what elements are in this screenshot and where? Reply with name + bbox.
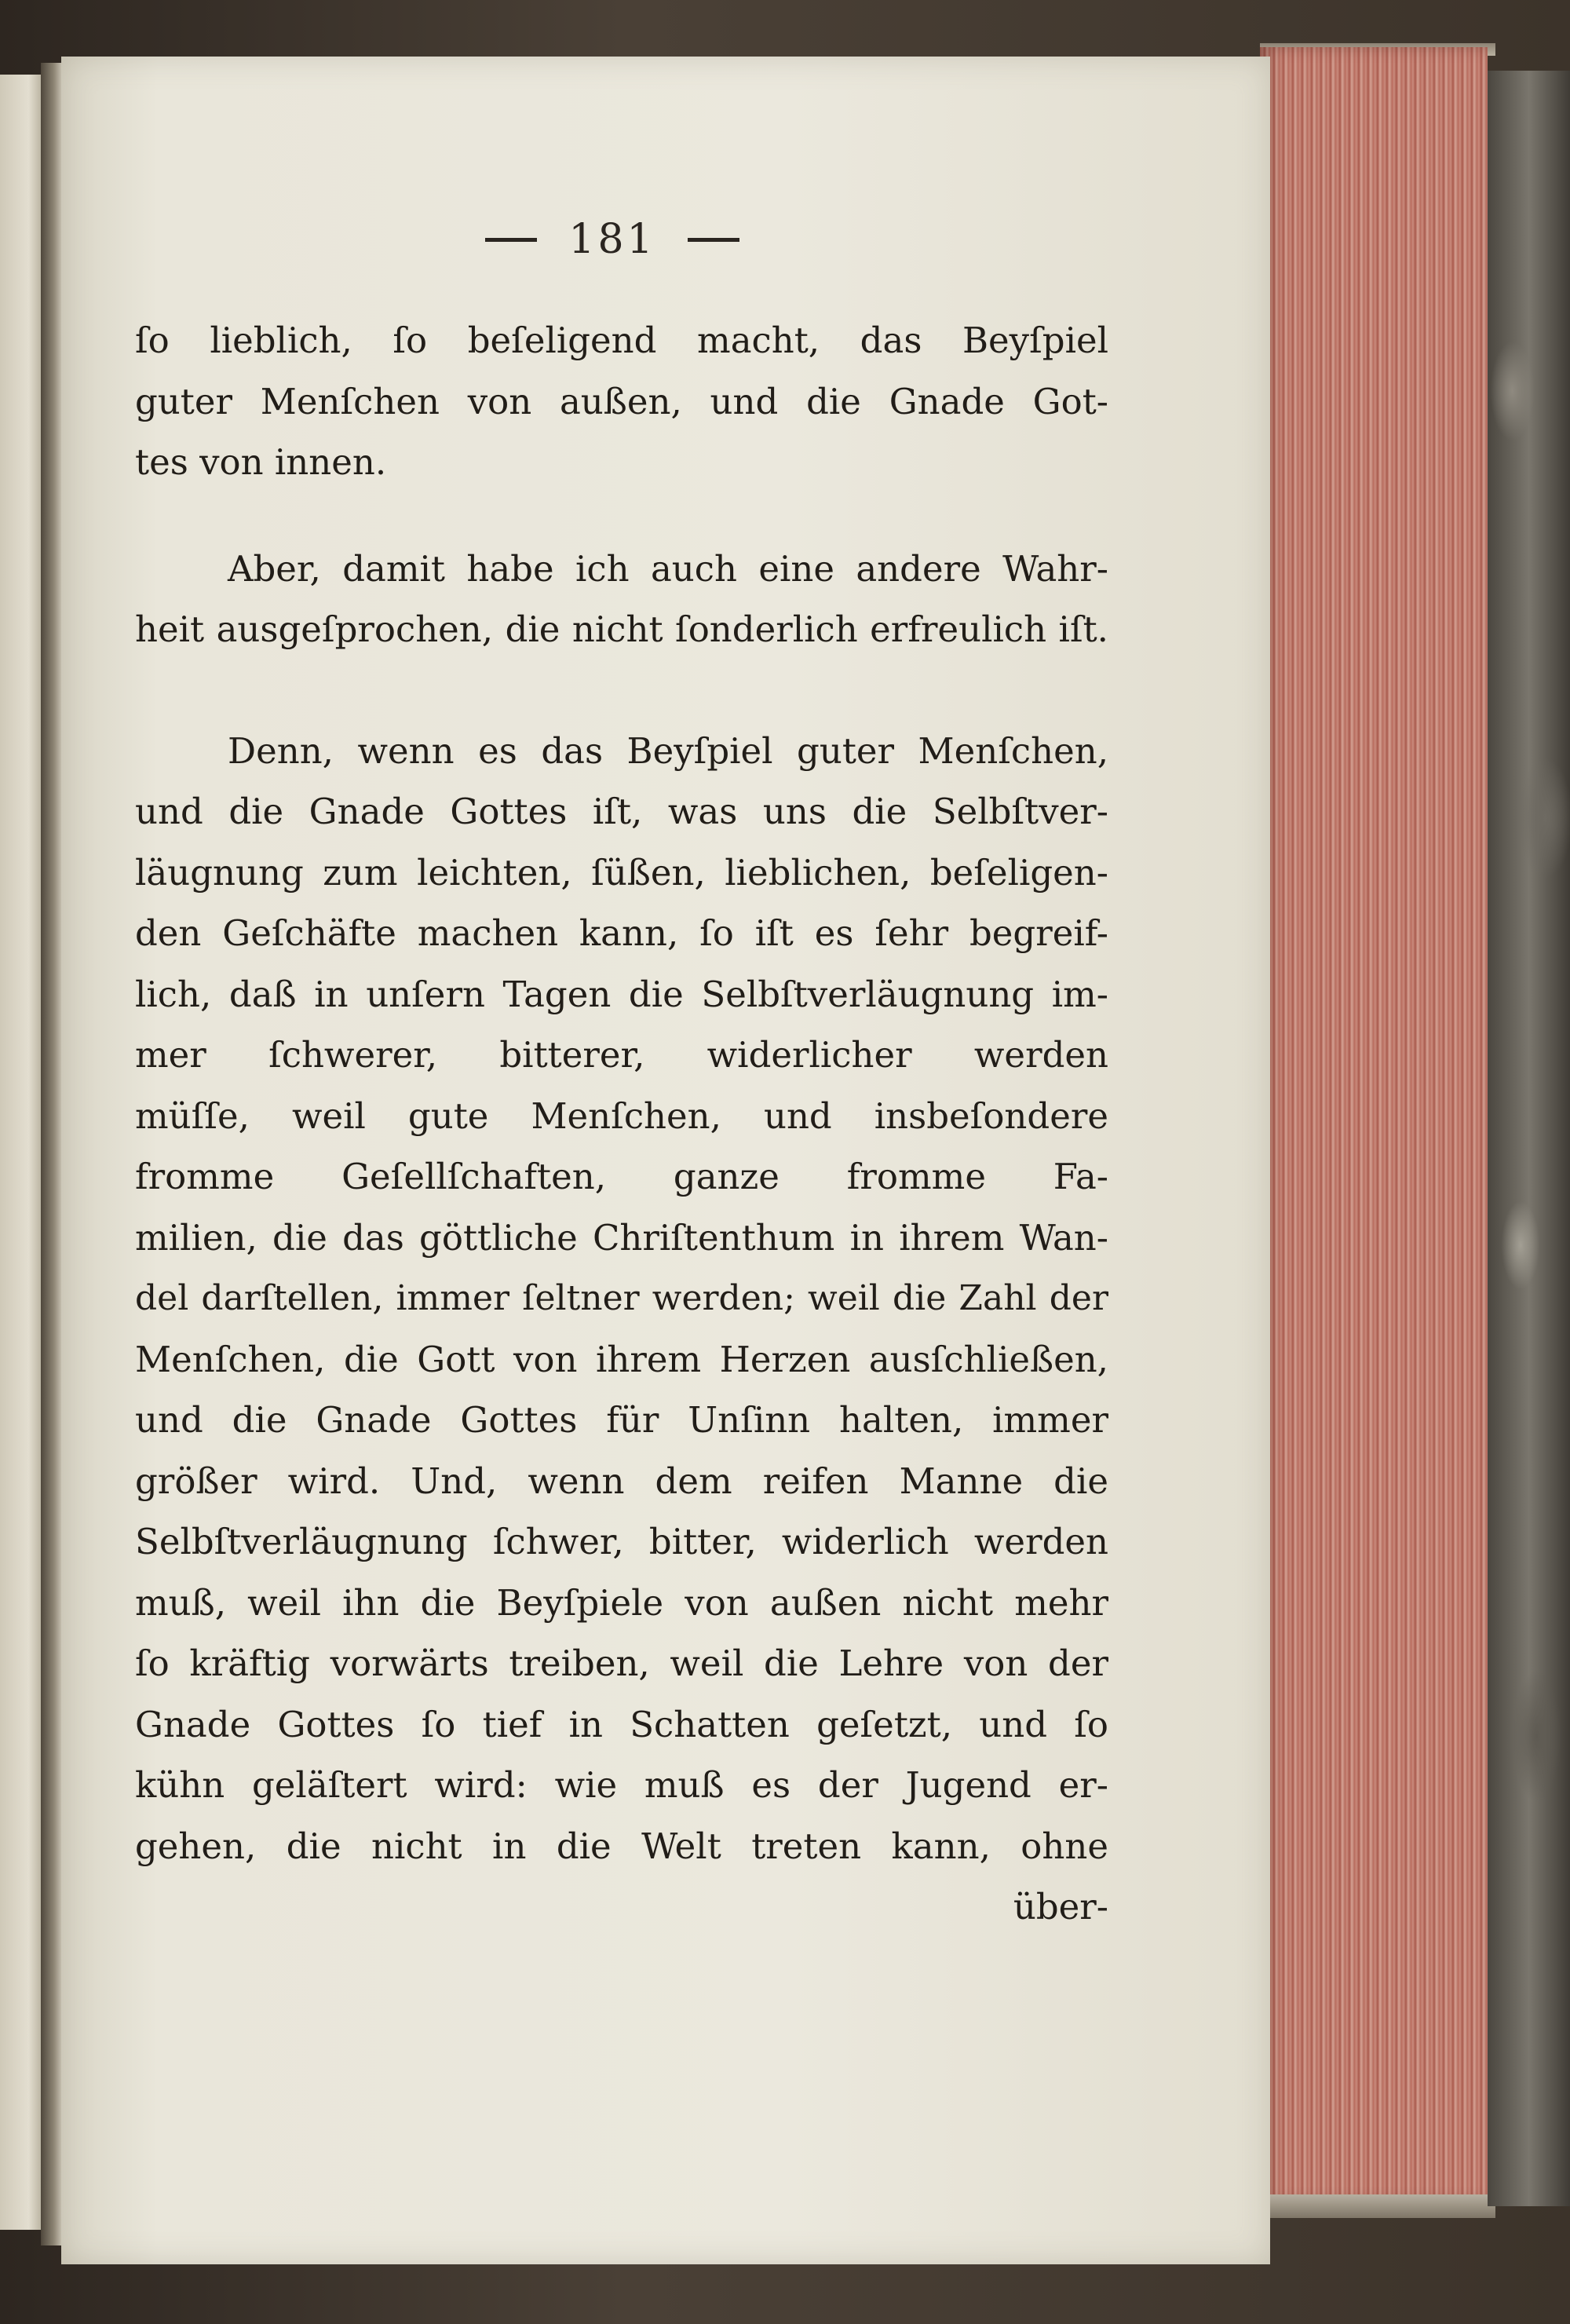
text-line: fromme Geſellſchaften, ganze fromme Fa- [135, 1156, 1108, 1197]
page-fore-edge [1260, 47, 1488, 2202]
facing-page-edge [0, 75, 43, 2230]
catchword: über- [1013, 1886, 1108, 1928]
paragraph-gap [135, 493, 1108, 539]
paragraph [135, 721, 1108, 1877]
text-line: mer ſchwerer, bitterer, widerlicher werden [135, 1034, 1108, 1076]
text-line: den Geſchäfte machen kann, ſo iſt es ſehr begreif- [135, 912, 1108, 954]
paragraph [135, 539, 1108, 660]
text-line: gehen, die nicht in die Welt treten kann, ohne [135, 1825, 1108, 1867]
text-line: größer wird. Und, wenn dem reifen Manne die [135, 1460, 1108, 1502]
text-line: müſſe, weil gute Menſchen, und insbeſondere [135, 1094, 1108, 1137]
text-line: lich, daß in unſern Tagen die Selbſtverläugnung im- [135, 973, 1108, 1015]
book-gutter [41, 63, 63, 2245]
header-dash-right [688, 238, 739, 242]
text-line: Menſchen, die Gott von ihrem Herzen ausſchließen, [135, 1338, 1108, 1380]
text-line: heit ausgeſprochen, die nicht ſonderlich erfreulich iſt. [135, 608, 1108, 650]
text-line: und die Gnade Gottes iſt, was uns die Selbſtver- [135, 791, 1108, 832]
text-line: guter Menſchen von außen, und die Gnade Got- [135, 380, 1108, 422]
text-line: tes von innen. [135, 441, 387, 483]
text-line: Denn, wenn es das Beyſpiel guter Menſchen, [228, 729, 1108, 772]
paragraph-gap [135, 660, 1108, 721]
text-line: Gnade Gottes ſo tief in Schatten geſetzt, und ſo [135, 1703, 1108, 1745]
page-header [455, 212, 769, 267]
marbled-cover-edge [1488, 71, 1570, 2206]
page-body-text [135, 310, 1108, 1938]
page-block-bottom [1260, 2194, 1495, 2218]
page-number: 181 [568, 216, 656, 263]
text-line: ſo lieblich, ſo beſeligend macht, das Beyſpiel [135, 320, 1108, 361]
text-line: läugnung zum leichten, ſüßen, lieblichen, beſeligen- [135, 851, 1108, 893]
text-line: Aber, damit habe ich auch eine andere Wahr- [228, 547, 1108, 590]
paragraph [135, 310, 1108, 493]
header-dash-left [485, 238, 537, 242]
text-line: Selbſtverläugnung ſchwer, bitter, widerlich werden [135, 1521, 1108, 1562]
text-line: ſo kräftig vorwärts treiben, weil die Lehre von der [135, 1643, 1108, 1684]
text-line: und die Gnade Gottes für Unſinn halten, immer [135, 1399, 1108, 1441]
text-line: del darſtellen, immer ſeltner werden; weil die Zahl der [135, 1278, 1108, 1318]
text-line: muß, weil ihn die Beyſpiele von außen nicht mehr [135, 1581, 1108, 1624]
text-line: kühn geläſtert wird: wie muß es der Jugend er- [135, 1764, 1108, 1806]
text-line: milien, die das göttliche Chriſtenthum in ihrem Wan- [135, 1216, 1108, 1259]
